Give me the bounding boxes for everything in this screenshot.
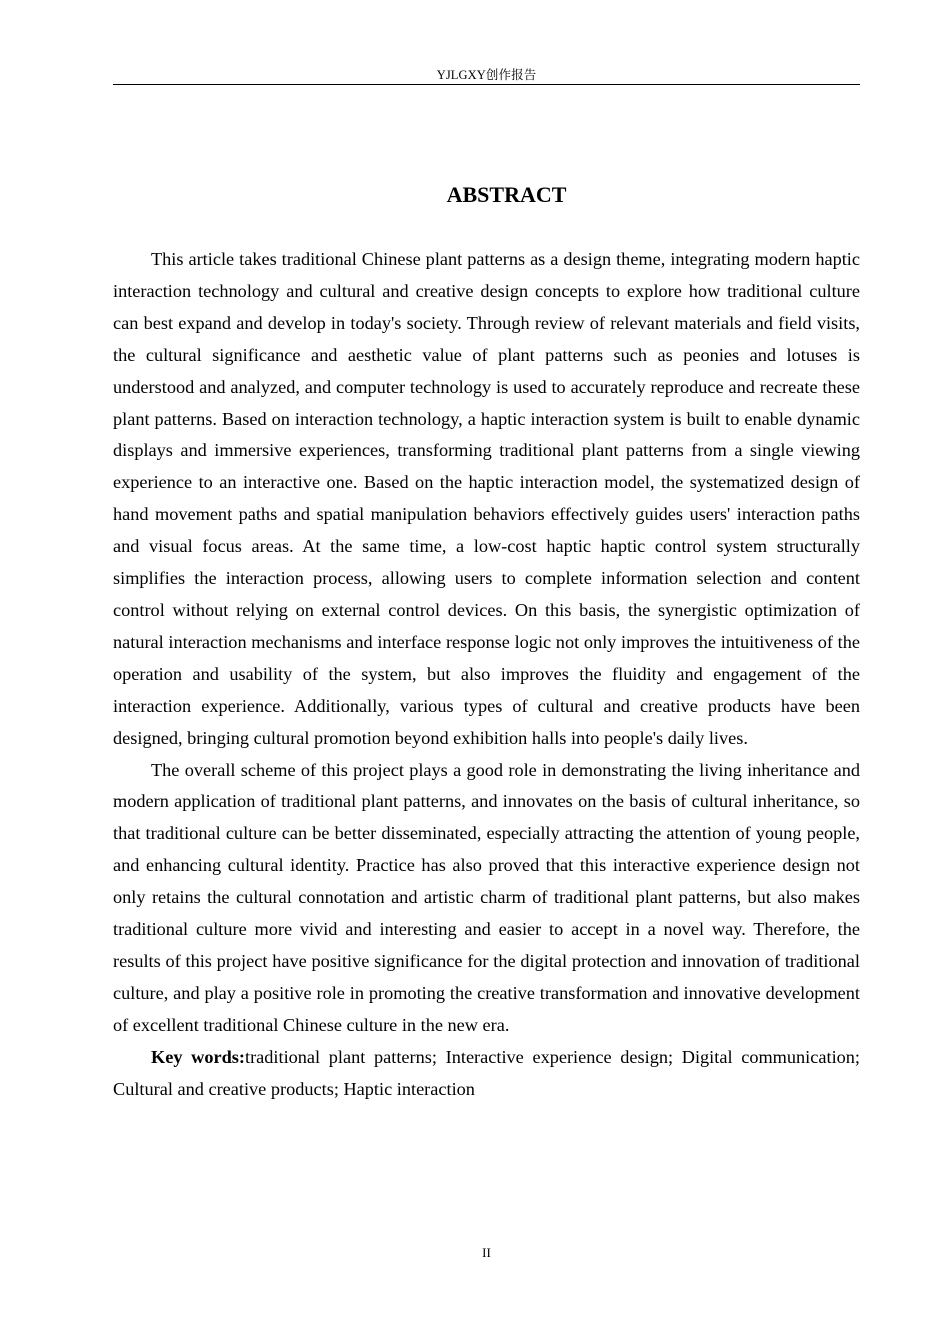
abstract-paragraph-2: The overall scheme of this project plays a good role in demonstrating the living inheritance and modern application of traditional plant patterns, and innovates on the basis of cultural inheritance, so that traditional culture can be better disseminated, especially attracting the attention of young people, and enhancing cultural identity. Practice has also proved that this interactive experience design not only retains the cultural connotation and artistic charm of traditional plant patterns, but also makes traditional culture more vivid and interesting and easier to accept in a novel way. Therefore, the results of this project have positive significance for the digital protection and innovation of traditional culture, and play a positive role in promoting the creative transformation and innovative development of excellent traditional Chinese culture in the new era.	[113, 759, 860, 1035]
keywords-label: Key words:	[151, 1046, 245, 1067]
header-divider	[113, 84, 860, 85]
abstract-paragraph-1: This article takes traditional Chinese plant patterns as a design theme, integrating modern haptic interaction technology and cultural and creative design concepts to explore how traditional culture can best expand and develop in today's society. Through review of relevant materials and field visits, the cultural significance and aesthetic value of plant patterns such as peonies and lotuses is understood and analyzed, and computer technology is used to accurately reproduce and recreate these plant patterns. Based on interaction technology, a haptic interaction system is built to enable dynamic displays and immersive experiences, transforming traditional plant patterns from a single viewing experience to an interactive one. Based on the haptic interaction model, the systematized design of hand movement paths and spatial manipulation behaviors effectively guides users' interaction paths and visual focus areas. At the same time, a low-cost haptic haptic control system structurally simplifies the interaction process, allowing users to complete information selection and content control without relying on external control devices. On this basis, the synergistic optimization of natural interaction mechanisms and interface response logic not only improves the intuitiveness of the operation and usability of the system, but also improves the fluidity and engagement of the interaction experience. Additionally, various types of cultural and creative products have been designed, bringing cultural promotion beyond exhibition halls into people's daily lives.	[113, 249, 860, 748]
abstract-title: ABSTRACT	[446, 182, 567, 207]
abstract-body	[113, 244, 860, 1105]
keywords-line	[113, 1042, 860, 1106]
running-header: YJLGXY创作报告	[436, 68, 537, 82]
page-number: II	[482, 1245, 491, 1260]
keywords-text: traditional plant patterns; Interactive experience design; Digital communication; Cultural and creative products; Haptic interaction	[113, 1046, 861, 1099]
